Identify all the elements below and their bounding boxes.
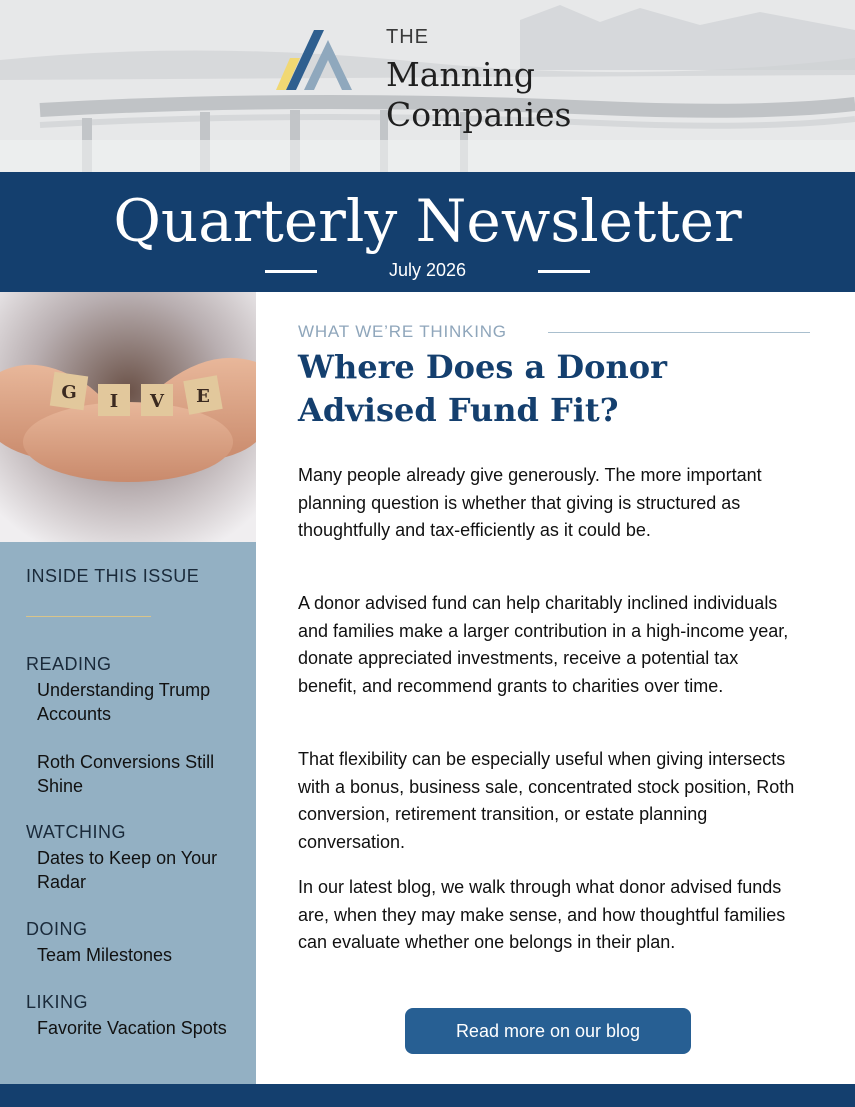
sidebar-item-favorite-vacation-spots[interactable]: Favorite Vacation Spots — [37, 1018, 227, 1038]
sidebar-heading: INSIDE THIS ISSUE — [26, 566, 200, 586]
give-tiles-hands-photo-icon — [0, 292, 256, 542]
tile-e: E — [196, 386, 210, 407]
read-more-blog-button[interactable]: Read more on our blog — [405, 1008, 691, 1054]
tile-v: V — [150, 391, 164, 412]
category-watching: WATCHING — [26, 822, 126, 842]
give-tiles-photo — [0, 292, 256, 542]
newsletter-date: July 2026 — [388, 260, 467, 280]
article-paragraph-2: A donor advised fund can help charitably inclined individuals and families make a larger contribution in a high-income year, donate appreciated investments, receive a potential tax benefit, and recommend grants to charities over time. — [298, 593, 789, 696]
tile-g: G — [61, 382, 77, 403]
tile-i: I — [109, 391, 119, 412]
kicker-rule — [548, 332, 810, 333]
sidebar-item-team-milestones[interactable]: Team Milestones — [37, 945, 173, 965]
sidebar-item-roth-conversions[interactable]: Roth Conversions Still Shine — [37, 752, 215, 796]
article-headline: Where Does a Donor Advised Fund Fit? — [298, 348, 667, 429]
category-liking: LIKING — [26, 992, 89, 1012]
date-rule-right — [538, 270, 590, 273]
newsletter-title: Quarterly Newsletter — [113, 187, 742, 255]
brand-name — [386, 55, 571, 135]
category-doing: DOING — [26, 919, 88, 939]
inside-this-issue-sidebar — [0, 542, 256, 1084]
brand-name-line1: Manning — [386, 55, 535, 94]
sidebar-divider — [26, 616, 151, 617]
header-hero — [0, 0, 855, 172]
sidebar-item-understanding-trump-accounts[interactable]: Understanding Trump Accounts — [37, 680, 211, 724]
category-reading: READING — [26, 654, 112, 674]
article-paragraph-1: Many people already give generously. The more important planning question is whether that giving is structured as thoughtfully and tax-efficiently as it could be. — [298, 465, 762, 540]
mountain-stripes-logo-icon — [276, 28, 356, 92]
article-kicker: WHAT WE’RE THINKING — [298, 322, 507, 341]
newsletter-banner — [0, 172, 855, 292]
footer-bar — [0, 1084, 855, 1107]
brand-the: THE — [386, 26, 429, 48]
article-paragraph-4: In our latest blog, we walk through what donor advised funds are, when they may make sense, and how thoughtful families can evaluate whether one belongs in their plan. — [298, 877, 786, 952]
sidebar-item-dates-to-keep[interactable]: Dates to Keep on Your Radar — [37, 848, 218, 892]
article-paragraph-3: That flexibility can be especially useful when giving intersects with a bonus, business sale, concentrated stock position, Roth conversion, retirement transition, or estate planning conversation. — [298, 749, 795, 852]
brand-name-line2: Companies — [386, 95, 572, 134]
